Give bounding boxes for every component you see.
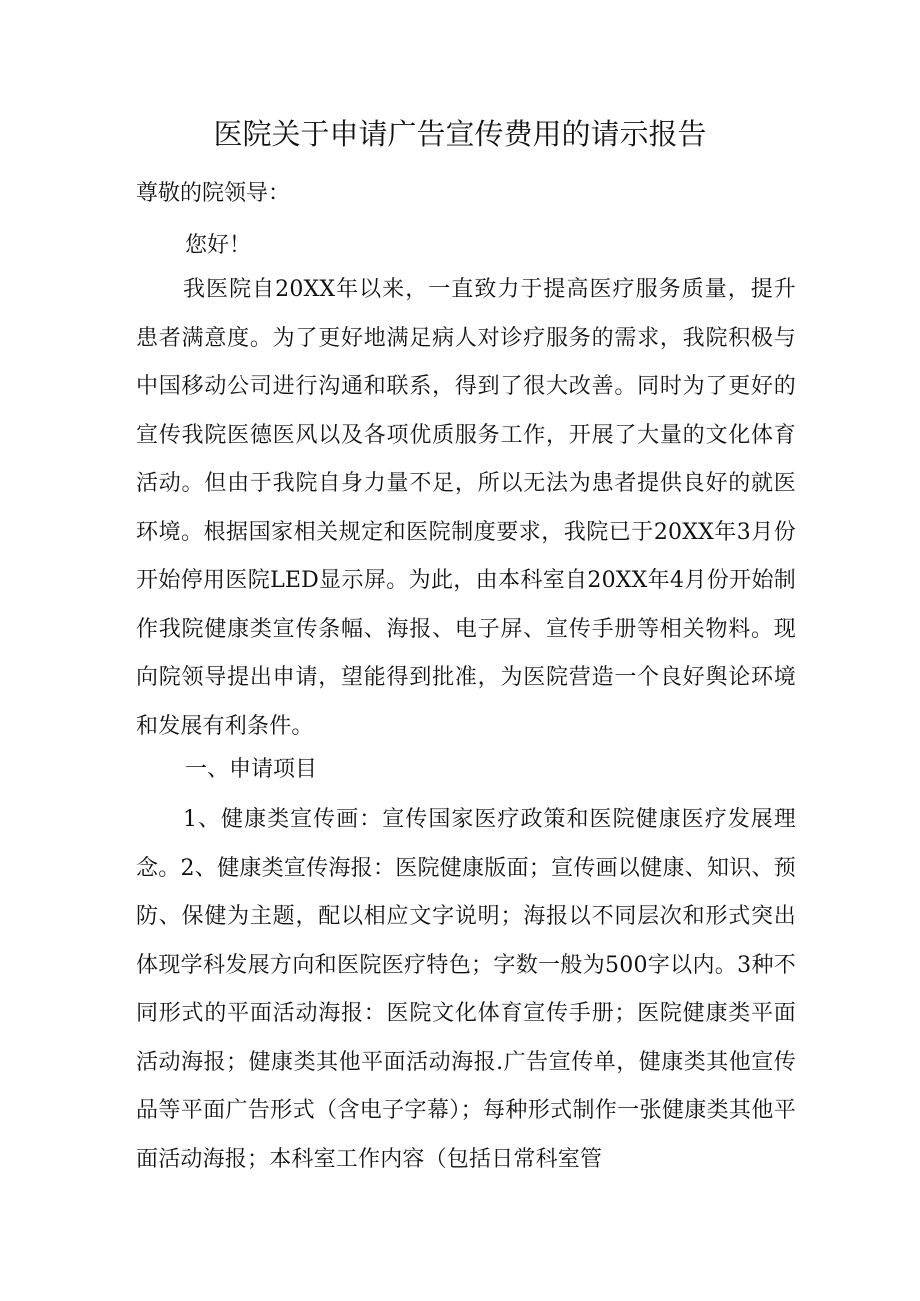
greeting: 您好！ [185,233,252,258]
salutation: 尊敬的院领导： [136,181,291,206]
section-heading-application-items: 一、申请项目 [185,757,318,782]
intro-paragraph: 我医院自20XX年以来，一直致力于提高医疗服务质量，提升患者满意度。为了更好地满足病人对诊疗服务的需求，我院积极与中国移动公司进行沟通和联系，得到了很大改善。同时为了更好的宣传我院医德医风以及各项优质服务工作，开展了大量的文化体育活动。但由于我院自身力量不足，所以无法为患者提供良好的就医环境。根据国家相关规定和医院制度要求，我院已于20XX年3月份开始停用医院LED显示屏。为此，由本科室自20XX年4月份开始制作我院健康类宣传条幅、海报、电子屏、宣传手册等相关物料。现向院领导提出申请，望能得到批准，为医院营造一个良好舆论环境和发展有利条件。 [136,277,796,739]
application-items-paragraph: 1、健康类宣传画：宣传国家医疗政策和医院健康医疗发展理念。2、健康类宣传海报：医院健康版面；宣传画以健康、知识、预防、保健为主题，配以相应文字说明；海报以不同层次和形式突出体现学科发展方向和医院医疗特色；字数一般为500字以内。3种不同形式的平面活动海报：医院文化体育宣传手册；医院健康类平面活动海报；健康类其他平面活动海报.广告宣传单，健康类其他宣传品等平面广告形式（含电子字幕）；每种形式制作一张健康类其他平面活动海报；本科室工作内容（包括日常科室管 [136,807,796,1172]
document-title: 医院关于申请广告宣传费用的请示报告 [213,117,707,151]
